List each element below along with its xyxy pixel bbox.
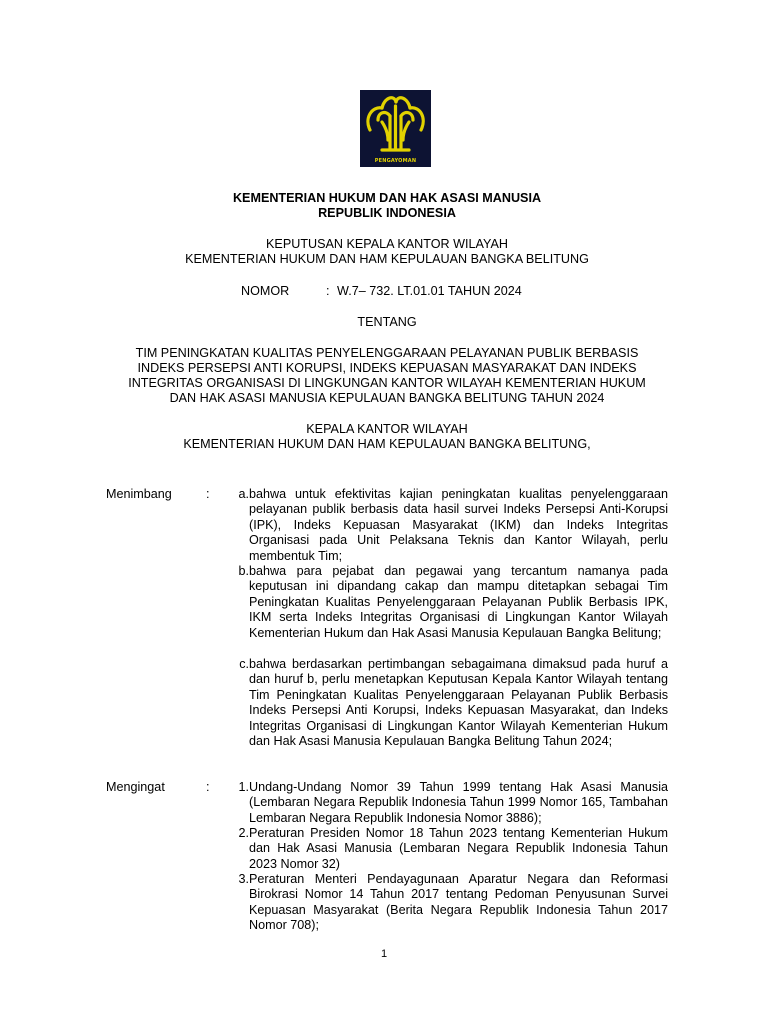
list-item-text: bahwa untuk efektivitas kajian peningkatan kualitas penyelenggaraan pelayanan publik berbasis data hasil survei Indeks Persepsi Anti-Korupsi (IPK), Indeks Kepuasan Masyarakat (IKM) dan Indeks Integritas Organisasi pada Unit Pelaksana Teknis dan Kantor Wilayah, perlu membentuk Tim; (249, 487, 668, 563)
decree-title-line1: KEPUTUSAN KEPALA KANTOR WILAYAH (266, 237, 508, 251)
mengingat-colon: : (206, 780, 210, 794)
nomor-colon: : (326, 284, 330, 298)
nomor-label: NOMOR (241, 284, 290, 298)
list-marker: a. (238, 487, 249, 501)
subject-line1: TIM PENINGKATAN KUALITAS PENYELENGGARAAN PELAYANAN PUBLIK BERBASIS (135, 346, 639, 360)
subject-line3: INTEGRITAS ORGANISASI DI LINGKUNGAN KANTOR WILAYAH KEMENTERIAN HUKUM (128, 376, 646, 390)
menimbang-item-c (229, 657, 669, 749)
subject-line2: INDEKS PERSEPSI ANTI KORUPSI, INDEKS KEPUASAN MASYARAKAT DAN INDEKS (137, 361, 637, 375)
mengingat-item-3 (229, 872, 669, 934)
page-number: 1 (380, 948, 388, 960)
official-line1: KEPALA KANTOR WILAYAH (306, 422, 468, 436)
list-marker: b. (238, 564, 249, 578)
list-marker: c. (239, 657, 249, 671)
mengingat-item-2 (229, 826, 669, 872)
list-marker: 2. (238, 826, 249, 840)
republic-title: REPUBLIK INDONESIA (318, 206, 456, 220)
list-item-text: Peraturan Presiden Nomor 18 Tahun 2023 tentang Kementerian Hukum dan Hak Asasi Manusia (Lembaran Negara Republik Indonesia Tahun 2023 Nomor 32) (249, 826, 668, 871)
menimbang-item-b (229, 564, 669, 641)
menimbang-item-a (229, 487, 669, 564)
nomor-value: W.7– 732. LT.01.01 TAHUN 2024 (337, 284, 522, 298)
list-item-text: Undang-Undang Nomor 39 Tahun 1999 tentang Hak Asasi Manusia (Lembaran Negara Republik Indonesia Tahun 1999 Nomor 165, Tambahan Lembaran Negara Republik Indonesia Nomor 3886); (249, 780, 668, 825)
mengingat-label: Mengingat (106, 780, 165, 794)
pengayoman-logo (360, 90, 431, 167)
list-item-text: Peraturan Menteri Pendayagunaan Aparatur Negara dan Reformasi Birokrasi Nomor 14 Tahun 2017 tentang Pedoman Penyusunan Survei Kepuasan Masyarakat (Berita Negara Republik Indonesia Tahun 2017 Nomor 708); (249, 872, 668, 933)
list-marker: 1. (238, 780, 249, 794)
mengingat-item-1 (229, 780, 669, 826)
menimbang-colon: : (206, 487, 210, 501)
tree-emblem-icon (360, 90, 431, 167)
list-item-text: bahwa berdasarkan pertimbangan sebagaimana dimaksud pada huruf a dan huruf b, perlu menetapkan Keputusan Kepala Kantor Wilayah tentang Tim Peningkatan Kualitas Penyelenggaraan Pelayanan Publik Berbasis Indeks Persepsi Anti Korupsi, Indeks Kepuasan Masyarakat, dan Indeks Integritas Organisasi di Lingkungan Kantor Wilayah Kementerian Hukum dan Hak Asasi Manusia Kepulauan Bangka Belitung Tahun 2024; (249, 657, 668, 749)
ministry-title: KEMENTERIAN HUKUM DAN HAK ASASI MANUSIA (232, 191, 542, 205)
subject-line4: DAN HAK ASASI MANUSIA KEPULAUAN BANGKA BELITUNG TAHUN 2024 (169, 391, 605, 405)
list-marker: 3. (238, 872, 249, 886)
logo-caption: PENGAYOMAN (374, 158, 417, 164)
decree-title-line2: KEMENTERIAN HUKUM DAN HAM KEPULAUAN BANGKA BELITUNG (185, 252, 589, 266)
official-line2: KEMENTERIAN HUKUM DAN HAM KEPULAUAN BANGKA BELITUNG, (183, 437, 591, 451)
list-item-text: bahwa para pejabat dan pegawai yang tercantum namanya pada keputusan ini dipandang cakap dan mampu ditetapkan sebagai Tim Peningkatan Kualitas Penyelenggaraan Pelayanan Publik Berbasis IPK, IKM serta Indeks Integritas Organisasi di Lingkungan Kantor Wilayah Kementerian Hukum dan Hak Asasi Manusia Kepulauan Bangka Belitung; (249, 564, 668, 640)
tentang-heading: TENTANG (357, 315, 417, 329)
menimbang-label: Menimbang (106, 487, 172, 501)
